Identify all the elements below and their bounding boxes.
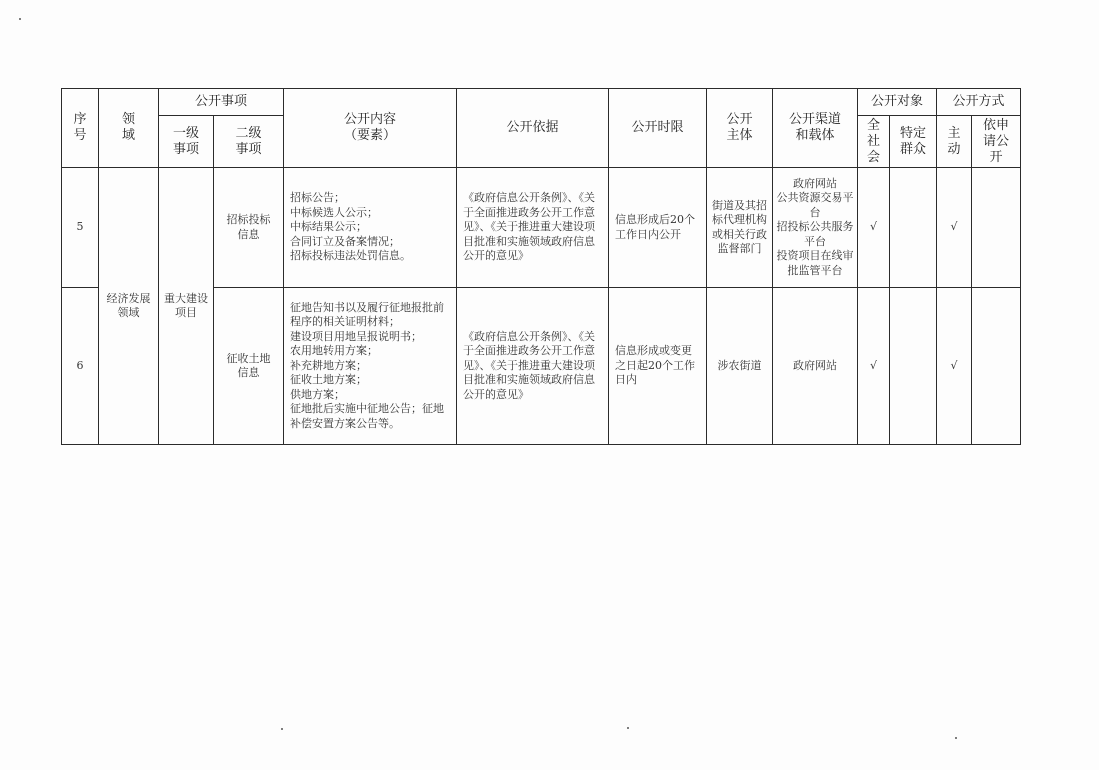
level2-cell: 征收土地信息 [214,288,284,445]
header-audience-group: 公开对象 [858,89,937,116]
all-society-check: √ [858,168,890,288]
content-line: 招标投标违法处罚信息。 [290,249,412,263]
content-line: 农用地转用方案； [290,344,379,358]
content-line: 征收土地方案； [290,373,368,387]
specific-group-check [890,168,937,288]
scan-speck [281,728,283,730]
active-check: √ [937,168,972,288]
scan-speck [627,727,629,729]
content-cell [284,288,457,445]
header-row-1 [62,89,1021,116]
header-content: 公开内容（要素） [284,89,457,168]
channel-line: 公共资源交易平台 [776,191,854,219]
content-line: 征地告知书以及履行征地报批前程序的相关证明材料； [290,300,445,329]
channel-line: 招投标公共服务平台 [776,220,854,248]
channel-cell [773,288,858,445]
channel-line: 政府网站 [793,358,838,372]
header-subject: 公开主体 [707,89,773,168]
header-specific-group: 特定群众 [890,116,937,168]
header-all-society: 全社会 [858,116,890,168]
content-line: 供地方案； [290,387,346,401]
row-seq: 5 [62,168,99,288]
table-row [62,168,1021,288]
time-limit-cell: 信息形成或变更之日起20个工作日内 [609,288,707,445]
header-active: 主动 [937,116,972,168]
content-line: 招标公告； [290,191,346,205]
header-time-limit: 公开时限 [609,89,707,168]
on-request-check [972,168,1021,288]
channel-line: 投资项目在线审批监管平台 [776,249,854,277]
header-level1: 一级事项 [159,116,214,168]
level2-cell: 招标投标信息 [214,168,284,288]
header-channel: 公开渠道和载体 [773,89,858,168]
header-domain: 领域 [99,89,159,168]
disclosure-table [61,88,1021,445]
content-line: 建设项目用地呈报说明书； [290,329,423,343]
row-seq: 6 [62,288,99,445]
header-item-group: 公开事项 [159,89,284,116]
basis-cell: 《政府信息公开条例》、《关于全面推进政务公开工作意见》、《关于推进重大建设项目批准和实施领域政府信息公开的意见》 [457,168,609,288]
scan-speck [955,737,957,739]
all-society-check: √ [858,288,890,445]
header-seq: 序号 [62,89,99,168]
channel-line: 政府网站 [793,176,838,190]
channel-cell [773,168,858,288]
content-line: 合同订立及备案情况； [290,234,401,248]
content-line: 中标候选人公示； [290,205,379,219]
content-line: 补充耕地方案； [290,358,368,372]
domain-cell: 经济发展领域 [99,168,159,445]
basis-cell: 《政府信息公开条例》、《关于全面推进政务公开工作意见》、《关于推进重大建设项目批准和实施领域政府信息公开的意见》 [457,288,609,445]
on-request-check [972,288,1021,445]
level1-cell: 重大建设项目 [159,168,214,445]
subject-cell: 涉农街道 [707,288,773,445]
header-on-request: 依申请公开 [972,116,1021,168]
content-line: 征地批后实施中征地公告；征地补偿安置方案公告等。 [290,402,445,430]
header-basis: 公开依据 [457,89,609,168]
subject-cell: 街道及其招标代理机构或相关行政监督部门 [707,168,773,288]
content-line: 中标结果公示； [290,220,368,234]
time-limit-cell: 信息形成后20个工作日内公开 [609,168,707,288]
header-method-group: 公开方式 [937,89,1021,116]
scan-speck [19,18,21,20]
active-check: √ [937,288,972,445]
content-cell [284,168,457,288]
specific-group-check [890,288,937,445]
header-level2: 二级事项 [214,116,284,168]
